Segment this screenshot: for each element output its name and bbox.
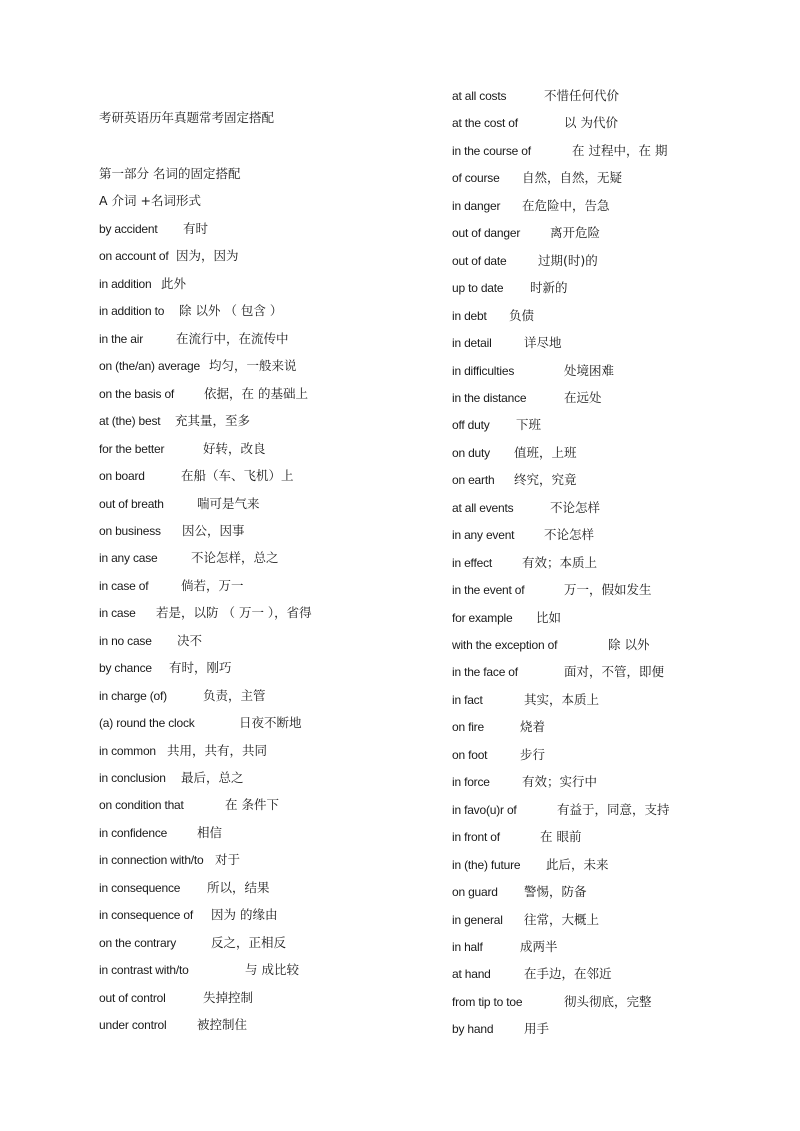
phrase-chinese: 倘若，万一 — [181, 577, 244, 593]
phrase-chinese: 若是，以防 （ 万一 ），省得 — [156, 605, 312, 621]
phrase-chinese: 失掉控制 — [203, 989, 254, 1005]
phrase-english: in the air — [99, 331, 144, 346]
phrase-row — [99, 849, 240, 869]
phrase-english: in addition — [99, 276, 152, 291]
phrase-chinese: 用手 — [524, 1021, 550, 1037]
phrase-english: in any event — [452, 528, 515, 543]
phrase-row — [452, 332, 562, 352]
phrase-english: on account of — [99, 249, 169, 264]
phrase-english: of course — [452, 171, 500, 186]
phrase-chinese: 在远处 — [564, 389, 602, 405]
phrase-english: in difficulties — [452, 363, 515, 378]
phrase-row — [452, 524, 594, 544]
phrase-row — [452, 716, 545, 736]
phrase-row — [452, 909, 599, 929]
phrase-chinese: 负责，主管 — [203, 687, 266, 703]
phrase-chinese: 在 过程中，在 期 — [572, 142, 668, 158]
phrase-chinese: 相信 — [197, 824, 223, 840]
phrase-chinese: 有时 — [183, 221, 209, 236]
phrase-chinese: 除 以外 （ 包含 ） — [179, 303, 283, 319]
phrase-chinese: 比如 — [536, 609, 562, 625]
document-title: 考研英语历年真题常考固定搭配 — [99, 110, 275, 125]
phrase-chinese: 在 条件下 — [225, 797, 279, 813]
phrase-english: in the event of — [452, 583, 525, 598]
phrase-chinese: 以 为代价 — [564, 115, 618, 131]
phrase-english: at hand — [452, 967, 491, 982]
phrase-english: on the basis of — [99, 386, 175, 401]
phrase-row — [99, 712, 302, 732]
phrase-english: in common — [99, 743, 156, 758]
phrase-row — [99, 740, 267, 760]
phrase-english: by accident — [99, 222, 158, 236]
phrase-row — [452, 1018, 549, 1038]
phrase-english: in consequence — [99, 880, 181, 895]
phrase-row — [99, 959, 299, 979]
phrase-chinese: 共用，共有，共同 — [167, 742, 268, 758]
phrase-row — [99, 410, 250, 430]
phrase-chinese: 此后，未来 — [546, 856, 609, 872]
phrase-row — [99, 493, 260, 513]
phrase-row — [99, 685, 266, 705]
phrase-row — [452, 552, 597, 572]
phrase-chinese: 往常，大概上 — [524, 911, 600, 927]
phrase-row — [452, 112, 618, 132]
phrase-row — [99, 300, 282, 320]
phrase-row — [452, 826, 581, 846]
phrase-chinese: 在危险中，告急 — [522, 197, 610, 213]
phrase-english: in general — [452, 912, 503, 927]
phrase-chinese: 日夜不断地 — [239, 715, 302, 731]
phrase-row — [99, 1014, 247, 1034]
phrase-english: out of danger — [452, 226, 521, 241]
phrase-row — [452, 744, 545, 764]
phrase-row — [452, 881, 587, 901]
phrase-chinese: 自然，自然，无疑 — [522, 170, 623, 186]
phrase-chinese: 万一，假如发生 — [564, 582, 652, 598]
phrase-chinese: 均匀，一般来说 — [209, 358, 297, 374]
phrase-chinese: 因为，因为 — [176, 248, 239, 264]
phrase-row — [99, 794, 279, 814]
phrase-english: on foot — [452, 747, 488, 762]
phrase-row — [452, 167, 622, 187]
phrase-row — [99, 438, 266, 458]
phrase-english: out of control — [99, 990, 166, 1005]
phrase-chinese: 成两半 — [520, 938, 558, 954]
part-heading: 第一部分 名词的固定搭配 — [99, 166, 241, 181]
phrase-english: on duty — [452, 445, 490, 460]
phrase-english: from tip to toe — [452, 994, 523, 1009]
phrase-chinese: 所以，结果 — [207, 879, 270, 895]
phrase-english: on condition that — [99, 798, 184, 813]
phrase-english: on the contrary — [99, 935, 177, 950]
phrase-chinese: 依据，在 的基础上 — [204, 385, 308, 401]
phrase-english: at (the) best — [99, 414, 161, 429]
phrase-english: for example — [452, 610, 513, 625]
phrase-row — [99, 218, 208, 238]
phrase-chinese: 最后，总之 — [181, 770, 244, 785]
phrase-english: in no case — [99, 633, 152, 648]
phrase-chinese: 与 成比较 — [245, 962, 299, 978]
phrase-english: out of date — [452, 253, 507, 268]
phrase-english: in consequence of — [99, 908, 194, 923]
phrase-english: in half — [452, 939, 483, 954]
phrase-row — [452, 195, 610, 215]
phrase-row — [452, 771, 597, 791]
phrase-row — [452, 250, 598, 270]
phrase-english: on business — [99, 523, 161, 538]
phrase-english: in detail — [452, 336, 492, 351]
phrase-row — [452, 854, 609, 874]
phrase-english: by chance — [99, 661, 152, 676]
phrase-english: up to date — [452, 281, 504, 296]
phrase-row — [452, 277, 568, 297]
phrase-chinese: 警惕，防备 — [524, 884, 587, 900]
phrase-row — [99, 767, 244, 787]
phrase-english: in contrast with/to — [99, 963, 189, 978]
phrase-english: in debt — [452, 308, 487, 323]
phrase-chinese: 在船（车、飞机）上 — [181, 468, 294, 484]
phrase-row — [452, 469, 577, 489]
phrase-chinese: 彻头彻底，完整 — [564, 993, 652, 1009]
phrase-chinese: 其实，本质上 — [524, 691, 600, 707]
phrase-chinese: 被控制住 — [197, 1017, 248, 1033]
phrase-english: by hand — [452, 1022, 494, 1037]
phrase-row — [452, 799, 670, 819]
phrase-chinese: 对于 — [215, 852, 241, 868]
phrase-row — [99, 328, 289, 348]
phrase-row — [99, 273, 186, 293]
phrase-english: out of breath — [99, 496, 164, 511]
phrase-english: in conclusion — [99, 771, 166, 785]
phrase-row — [452, 222, 600, 242]
phrase-row — [452, 305, 534, 325]
phrase-chinese: 不论怎样，总之 — [191, 550, 279, 566]
phrase-english: on board — [99, 469, 145, 484]
phrase-row — [452, 414, 541, 434]
phrase-chinese: 决不 — [177, 632, 203, 648]
phrase-english: off duty — [452, 418, 490, 433]
phrase-chinese: 在 眼前 — [540, 829, 582, 845]
phrase-row — [99, 520, 245, 540]
phrase-english: in favo(u)r of — [452, 802, 517, 817]
phrase-row — [452, 963, 612, 983]
phrase-english: with the exception of — [452, 638, 558, 652]
phrase-english: in connection with/to — [99, 853, 204, 868]
phrase-chinese: 因公，因事 — [182, 522, 245, 538]
phrase-row — [99, 547, 279, 567]
phrase-row — [99, 575, 244, 595]
phrase-english: on (the/an) average — [99, 359, 200, 374]
phrase-row — [452, 991, 652, 1011]
phrase-english: in force — [452, 775, 490, 790]
phrase-english: on earth — [452, 473, 495, 488]
phrase-chinese: 因为 的缘由 — [211, 907, 278, 923]
phrase-chinese: 详尽地 — [524, 335, 562, 351]
phrase-chinese: 有效；实行中 — [522, 774, 598, 790]
phrase-chinese: 过期(时)的 — [538, 252, 598, 268]
phrase-chinese: 有时，刚巧 — [169, 660, 232, 676]
phrase-chinese: 除 以外 — [608, 637, 650, 652]
phrase-row — [452, 442, 577, 462]
phrase-chinese: 反之，正相反 — [211, 934, 287, 950]
phrase-row — [452, 497, 600, 517]
phrase-row — [99, 932, 286, 952]
phrase-chinese: 不论怎样 — [544, 527, 595, 543]
phrase-row — [452, 387, 602, 407]
phrase-english: in confidence — [99, 825, 168, 840]
phrase-chinese: 好转，改良 — [203, 440, 266, 456]
phrase-row — [99, 245, 239, 265]
section-a-heading: A 介词 +名词形式 — [99, 193, 201, 208]
phrase-row — [452, 360, 614, 380]
phrase-chinese: 有效；本质上 — [522, 554, 598, 570]
phrase-row — [99, 602, 312, 622]
phrase-english: in case — [99, 606, 136, 621]
phrase-row — [99, 465, 294, 485]
phrase-english: under control — [99, 1018, 167, 1033]
phrase-english: in the distance — [452, 390, 527, 405]
phrase-row — [452, 140, 667, 160]
phrase-row — [99, 904, 277, 924]
phrase-chinese: 有益于，同意，支持 — [557, 801, 670, 817]
phrase-chinese: 在手边，在邻近 — [524, 966, 612, 982]
phrase-chinese: 面对，不管，即便 — [564, 664, 665, 680]
phrase-chinese: 充其量，至多 — [175, 413, 251, 429]
phrase-chinese: 时新的 — [530, 280, 568, 296]
phrase-row — [99, 355, 297, 375]
phrase-english: in the face of — [452, 665, 518, 680]
phrase-chinese: 不惜任何代价 — [544, 88, 620, 103]
phrase-english: in fact — [452, 692, 483, 707]
phrase-row — [99, 630, 202, 650]
phrase-english: in (the) future — [452, 857, 521, 872]
phrase-chinese: 喘可是气来 — [197, 495, 260, 511]
phrase-chinese: 处境困难 — [564, 362, 615, 378]
phrase-row — [99, 877, 270, 897]
phrase-row — [99, 987, 253, 1007]
phrase-english: (a) round the clock — [99, 716, 195, 731]
phrase-english: in the course of — [452, 143, 531, 158]
phrase-chinese: 步行 — [520, 746, 546, 762]
phrase-english: at all events — [452, 500, 514, 515]
phrase-chinese: 值班，上班 — [514, 444, 577, 460]
phrase-chinese: 下班 — [516, 417, 542, 433]
phrase-english: at all costs — [452, 89, 507, 103]
phrase-row — [452, 936, 558, 956]
phrase-english: on fire — [452, 720, 484, 735]
phrase-row — [452, 85, 619, 105]
phrase-english: in any case — [99, 551, 158, 566]
phrase-chinese: 烧着 — [520, 719, 546, 735]
phrase-english: in front of — [452, 830, 500, 845]
phrase-english: in effect — [452, 555, 493, 570]
phrase-english: in case of — [99, 578, 149, 593]
phrase-english: at the cost of — [452, 116, 518, 131]
phrase-chinese: 此外 — [161, 275, 187, 291]
phrase-row — [452, 579, 652, 599]
phrase-english: in charge (of) — [99, 688, 167, 703]
phrase-chinese: 终究，究竟 — [514, 472, 577, 488]
phrase-chinese: 在流行中，在流传中 — [176, 330, 289, 346]
phrase-row — [452, 634, 649, 654]
phrase-row — [452, 689, 599, 709]
phrase-chinese: 不论怎样 — [550, 499, 601, 515]
phrase-english: on guard — [452, 885, 498, 900]
phrase-english: in addition to — [99, 304, 165, 319]
phrase-chinese: 负债 — [509, 307, 535, 323]
phrase-row — [99, 657, 232, 677]
phrase-row — [452, 607, 561, 627]
phrase-english: in danger — [452, 198, 501, 213]
phrase-row — [99, 383, 308, 403]
phrase-chinese: 离开危险 — [550, 225, 601, 241]
phrase-row — [99, 822, 222, 842]
phrase-row — [452, 661, 664, 681]
phrase-english: for the better — [99, 441, 165, 456]
